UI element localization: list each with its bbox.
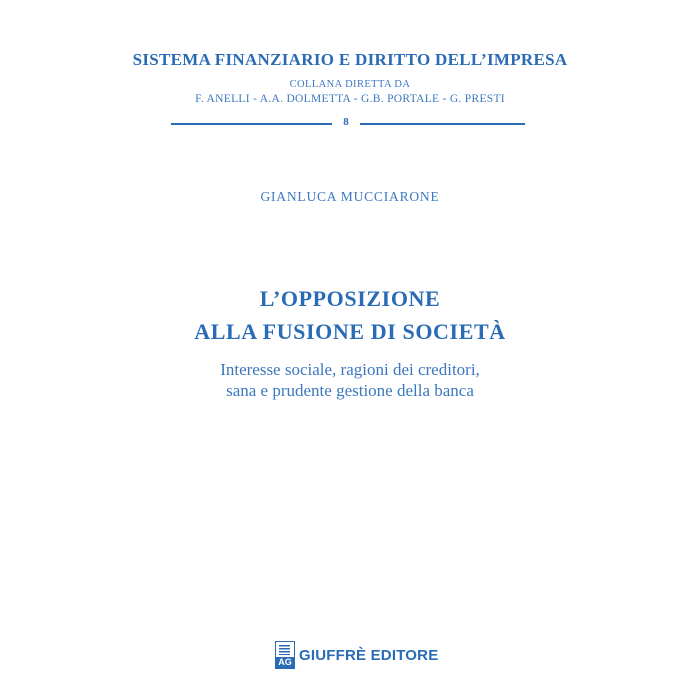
book-title-line1: L’OPPOSIZIONE	[259, 286, 441, 311]
author-name: GIANLUCA MUCCIARONE	[260, 189, 440, 204]
book-subtitle-line2: sana e prudente gestione della banca	[226, 381, 474, 400]
volume-rule	[0, 116, 700, 130]
series-subtitle: COLLANA DIRETTA DA	[289, 79, 411, 90]
publisher-block	[275, 640, 438, 670]
volume-number: 8	[343, 116, 349, 128]
publisher-name: GIUFFRÈ EDITORE	[299, 646, 439, 664]
series-title: SISTEMA FINANZIARIO E DIRITTO DELL’IMPRESA	[132, 50, 568, 69]
publisher-logo-icon	[275, 641, 295, 669]
publisher-logo-text: AG	[276, 657, 294, 668]
book-subtitle-line1: Interesse sociale, ragioni dei creditori,	[220, 360, 480, 379]
book-title-line2: ALLA FUSIONE DI SOCIETÀ	[194, 319, 506, 344]
series-editors: F. ANELLI - A.A. DOLMETTA - G.B. PORTALE - G. PRESTI	[195, 93, 505, 105]
rule-right-divider	[360, 123, 525, 125]
rule-left-divider	[171, 123, 332, 125]
